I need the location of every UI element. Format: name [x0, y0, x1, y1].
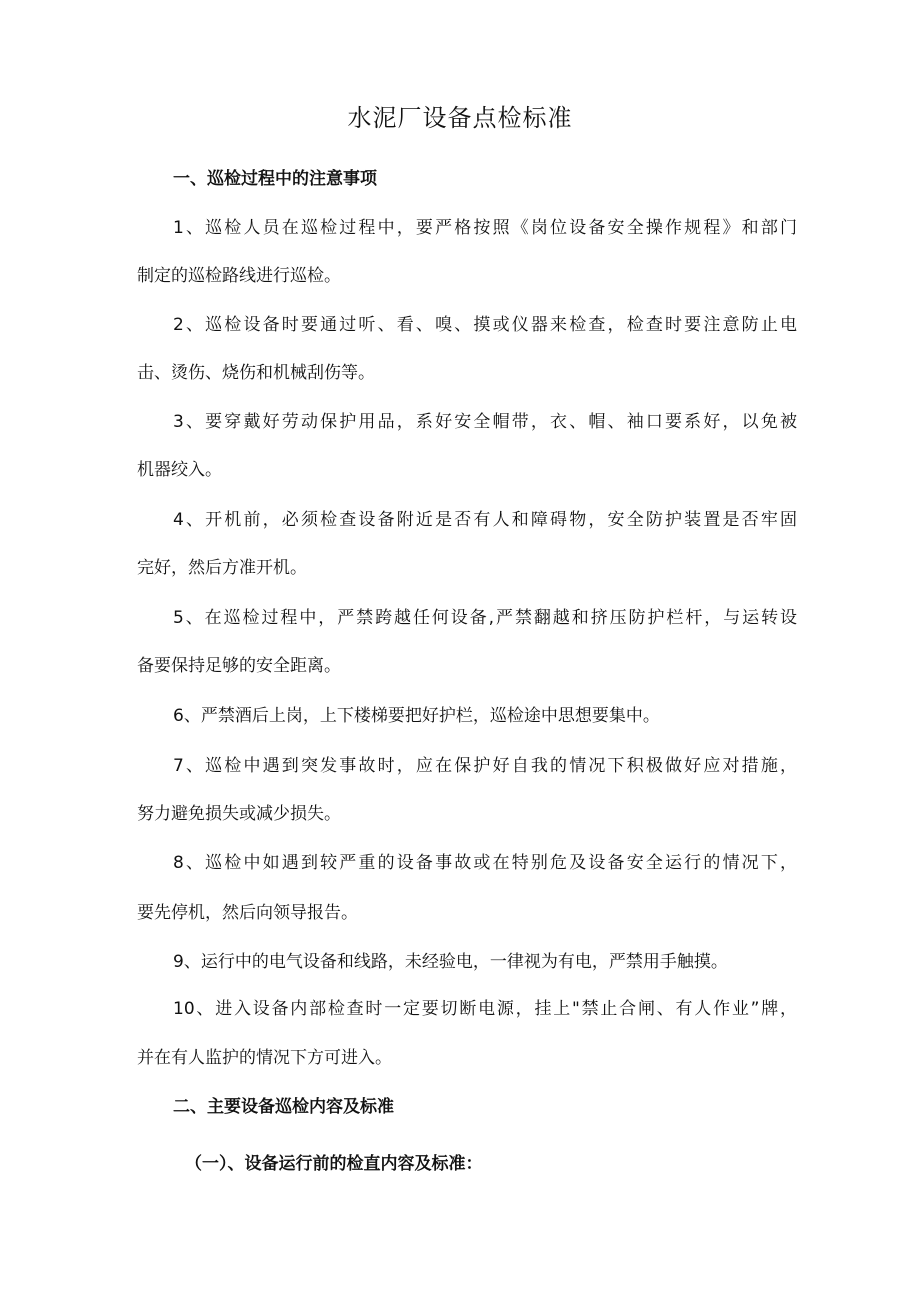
- item-7-line-1: 7、巡检中遇到突发事故时，应在保护好自我的情况下积极做好应对措施，: [173, 756, 797, 776]
- section-1-heading: 一、巡检过程中的注意事项: [173, 169, 377, 189]
- item-5-line-1: 5、在巡检过程中，严禁跨越任何设备,严禁翻越和挤压防护栏杆，与运转设: [173, 608, 797, 628]
- item-2-line-2: 击、烫伤、烧伤和机械刮伤等。: [137, 363, 375, 383]
- item-8-line-1: 8、巡检中如遇到较严重的设备事故或在特别危及设备安全运行的情况下，: [173, 853, 797, 873]
- item-4-line-1: 4、开机前，必须检查设备附近是否有人和障碍物，安全防护装置是否牢固: [173, 510, 797, 530]
- section-2-heading: 二、主要设备巡检内容及标准: [173, 1097, 394, 1117]
- item-10-line-1: 10、进入设备内部检查时一定要切断电源，挂上"禁止合闸、有人作业”牌，: [173, 999, 797, 1019]
- section-2-subheading: （一）、设备运行前的检直内容及标准：: [185, 1154, 483, 1174]
- item-2-line-1: 2、巡检设备时要通过听、看、嗅、摸或仪器来检查，检查时要注意防止电: [173, 315, 797, 335]
- document-title: 水泥厂设备点检标准: [347, 104, 573, 132]
- item-5-line-2: 备要保持足够的安全距离。: [137, 656, 341, 676]
- item-4-line-2: 完好，然后方准开机。: [137, 558, 307, 578]
- item-1-line-1: 1、巡检人员在巡检过程中，要严格按照《岗位设备安全操作规程》和部门: [173, 218, 797, 238]
- item-3-line-2: 机器绞入。: [137, 460, 222, 480]
- item-10-line-2: 并在有人监护的情况下方可进入。: [137, 1048, 392, 1068]
- item-9-line-1: 9、运行中的电气设备和线路，未经验电，一律视为有电，严禁用手触摸。: [173, 952, 728, 972]
- item-1-line-2: 制定的巡检路线进行巡检。: [137, 266, 341, 286]
- item-7-line-2: 努力避免损失或减少损失。: [137, 804, 341, 824]
- item-3-line-1: 3、要穿戴好劳动保护用品，系好安全帽带，衣、帽、袖口要系好，以免被: [173, 412, 797, 432]
- item-8-line-2: 要先停机，然后向领导报告。: [137, 903, 358, 923]
- item-6-line-1: 6、严禁酒后上岗，上下楼梯要把好护栏，巡检途中思想要集中。: [173, 706, 660, 726]
